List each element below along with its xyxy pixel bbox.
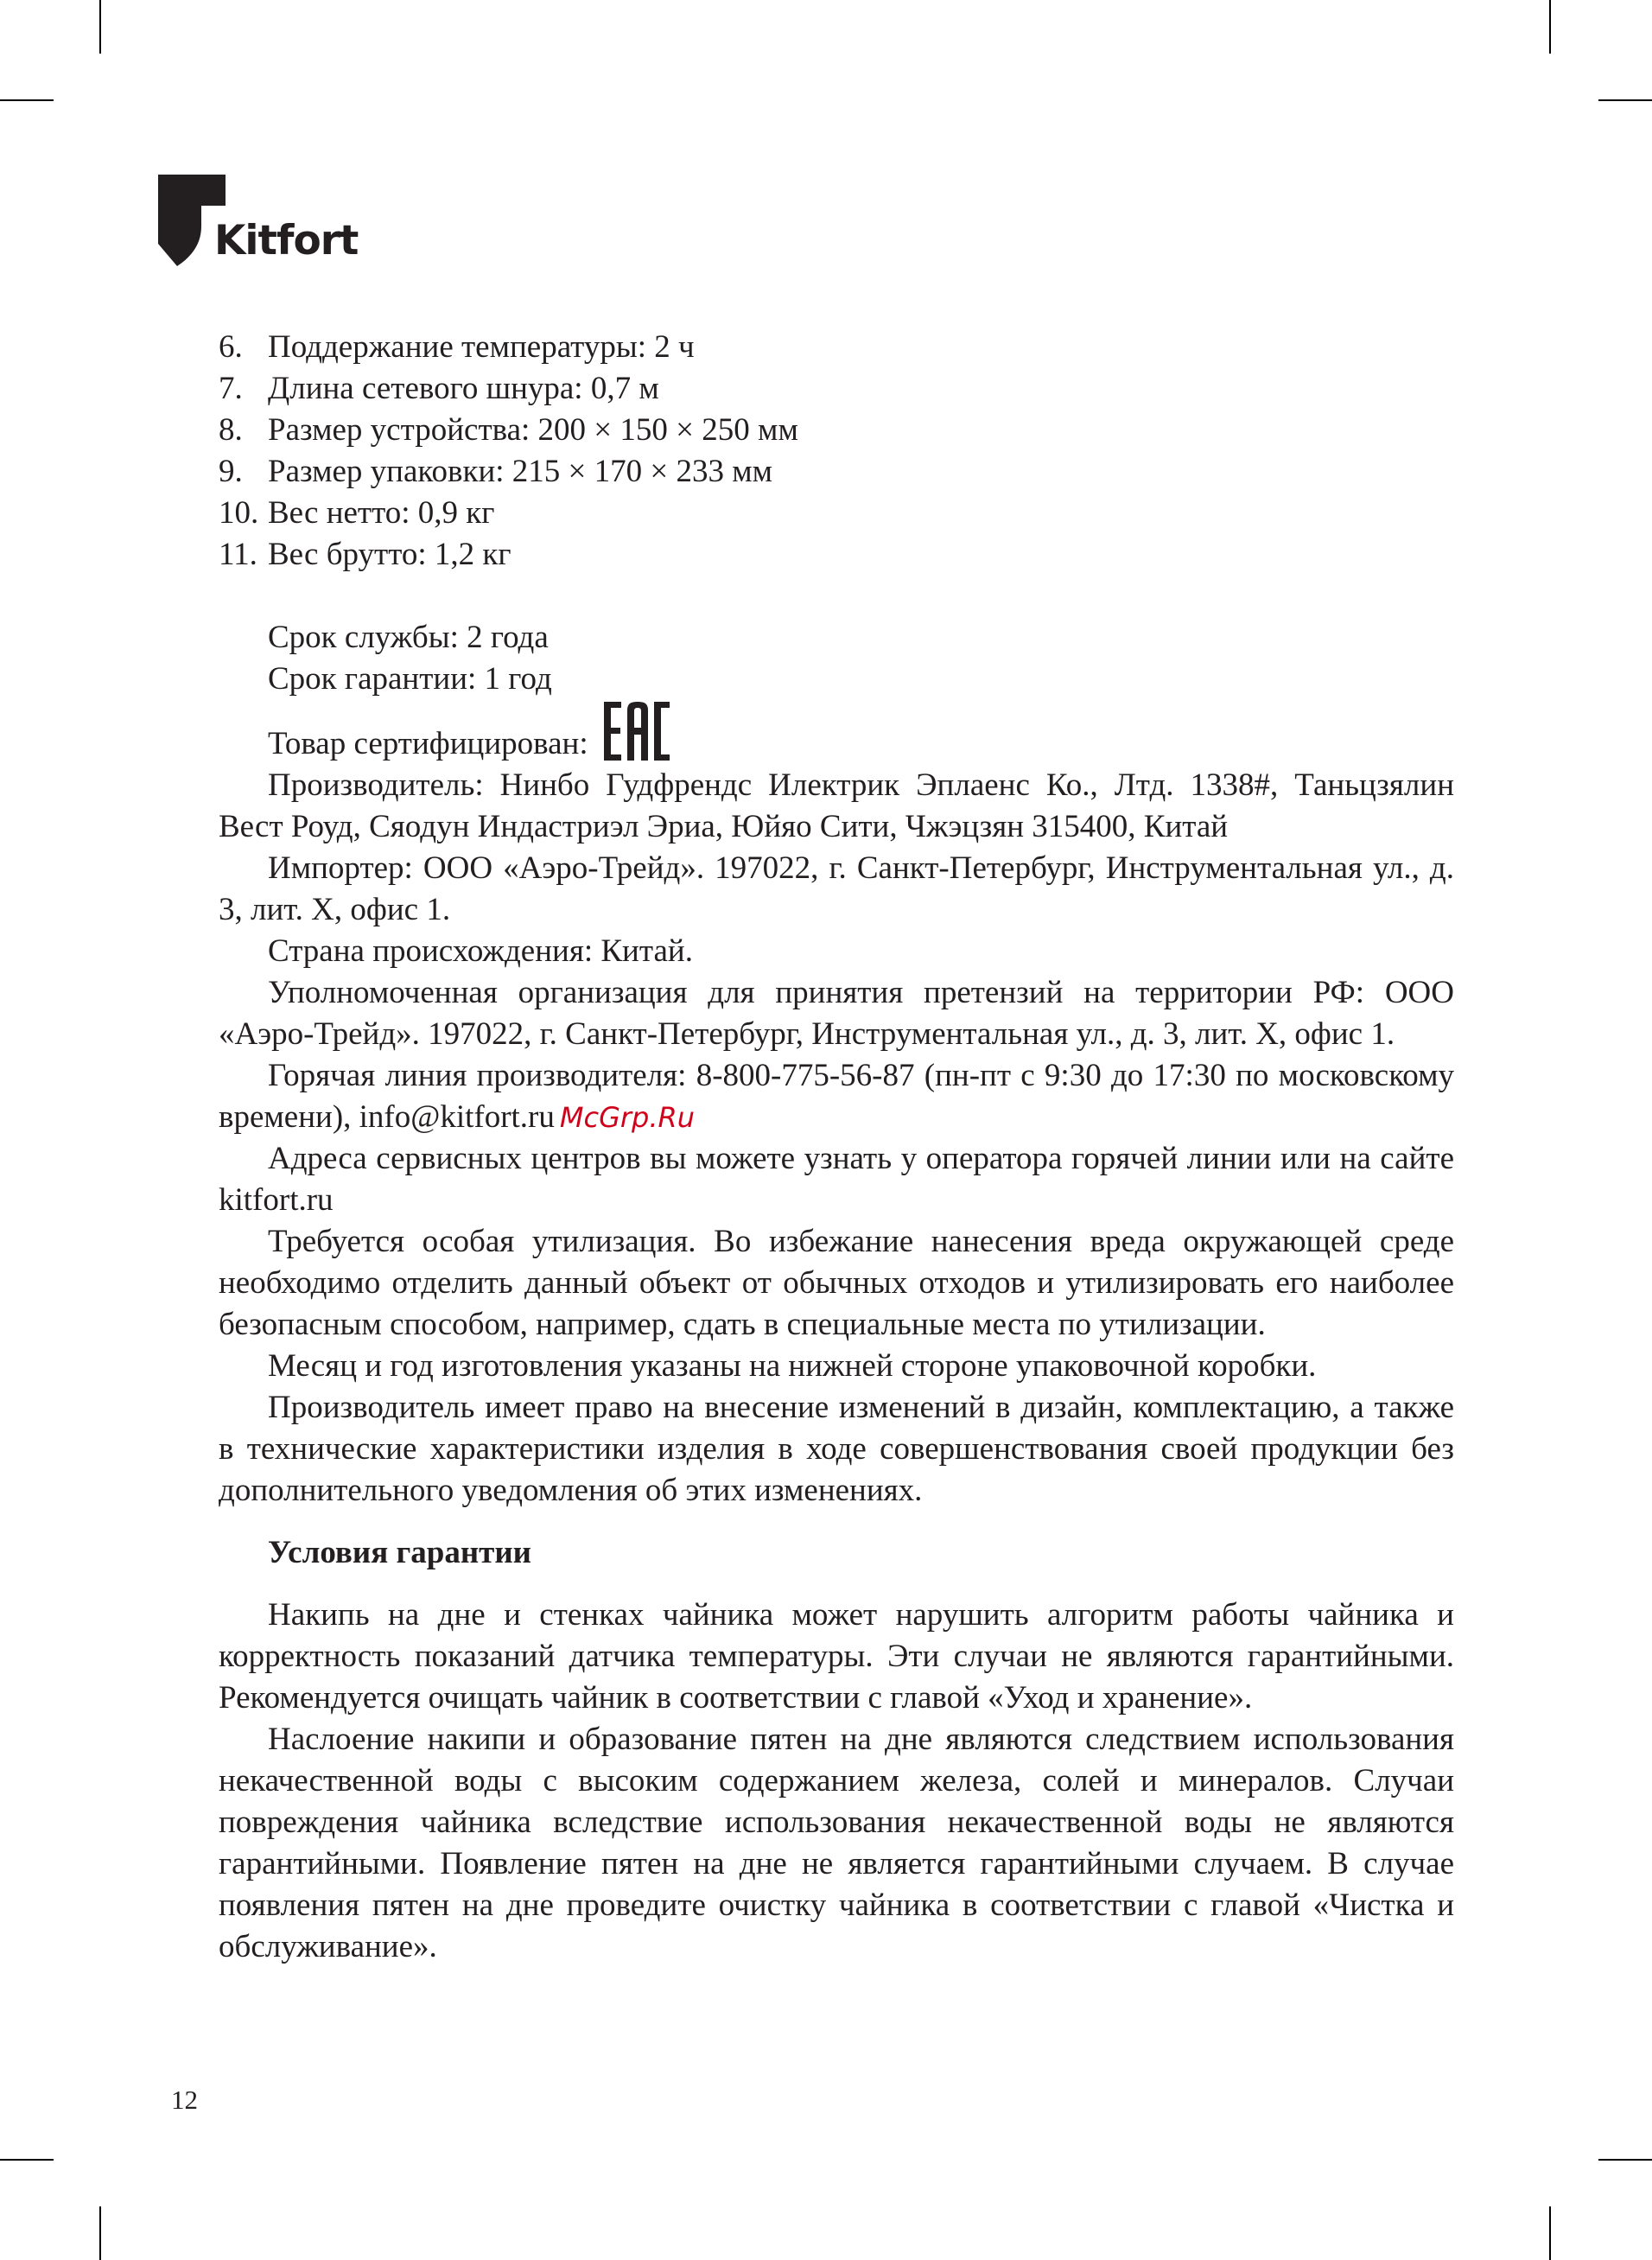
warranty-paragraph: Накипь на дне и стенках чайника может нарушить алгоритм работы чайника и корректность показаний датчика температуры. Эти случаи не являются гарантийными. Рекомендуется очищать чайник в соответствии с главой «Уход и хранение». — [219, 1597, 1454, 1716]
certification-line — [219, 700, 1454, 765]
spec-text: Размер упаковки: 215 × 170 × 233 мм — [268, 454, 773, 489]
importer-info: Импортер: ООО «Аэро-Трейд». 197022, г. Санкт-Петербург, Инструментальная ул., д. 3, лит. Х, офис 1. — [219, 850, 1454, 927]
crop-mark-right-bottom — [1598, 2159, 1652, 2161]
spec-text: Вес брутто: 1,2 кг — [268, 537, 511, 572]
page-number: 12 — [171, 2085, 198, 2115]
manufacturer-info: Производитель: Нинбо Гудфрендс Илектрик Эплаенс Ко., Лтд. 1338#, Таньцзялин Вест Роуд, Сяодун Индастриэл Эриа, Юйяо Сити, Чжэцзян 315400, Китай — [219, 767, 1454, 844]
crop-mark-bottom-left — [99, 2206, 101, 2260]
hotline-text: Горячая линия производителя: 8-800-775-56-87 (пн-пт с 9:30 до 17:30 по московскому времени), info@kitfort.ru — [219, 1058, 1454, 1135]
eac-certification-icon — [602, 700, 671, 762]
spec-item — [219, 493, 1454, 534]
warranty-period: Срок гарантии: 1 год — [268, 661, 552, 697]
spec-number: 8. — [219, 412, 243, 448]
hotline-info — [219, 1055, 1454, 1138]
spec-item — [219, 368, 1454, 410]
service-life: Срок службы: 2 года — [268, 620, 549, 655]
warranty-heading: Условия гарантии — [268, 1535, 531, 1570]
crop-mark-right-top — [1598, 99, 1652, 101]
document-body — [219, 327, 1454, 1968]
authorized-organization: Уполномоченная организация для принятия претензий на территории РФ: ООО «Аэро-Трейд». 197022, г. Санкт-Петербург, Инструментальная ул., д. 3, лит. Х, офис 1. — [219, 975, 1454, 1052]
spec-list — [219, 327, 1454, 576]
spec-item — [219, 410, 1454, 451]
spec-item — [219, 451, 1454, 493]
spec-number: 10. — [219, 495, 259, 531]
manufacture-date-info: Месяц и год изготовления указаны на нижней стороне упаковочной коробки. — [268, 1348, 1317, 1384]
spec-number: 11. — [219, 537, 257, 572]
spec-text: Размер устройства: 200 × 150 × 250 мм — [268, 412, 798, 448]
watermark-text: McGrp.Ru — [559, 1101, 696, 1134]
spec-text: Длина сетевого шнура: 0,7 м — [268, 371, 659, 406]
spec-number: 9. — [219, 454, 243, 489]
crop-mark-top-right — [1549, 0, 1551, 54]
service-centers-info: Адреса сервисных центров вы можете узнать у оператора горячей линии или на сайте kitfort.ru — [219, 1141, 1454, 1218]
spec-item — [219, 534, 1454, 576]
certification-label: Товар сертифицирован: — [268, 726, 588, 761]
spec-number: 6. — [219, 329, 243, 365]
crop-mark-bottom-right — [1549, 2206, 1551, 2260]
crop-mark-left-top — [0, 99, 54, 101]
crop-mark-top-left — [99, 0, 101, 54]
changes-notice: Производитель имеет право на внесение изменений в дизайн, комплектацию, а также в технические характеристики изделия в ходе совершенствования своей продукции без дополнительного уведомления об этих изменениях. — [219, 1390, 1454, 1508]
warranty-paragraph: Наслоение накипи и образование пятен на дне являются следствием использования некачественной воды с высоким содержанием железа, солей и минералов. Случаи повреждения чайника вследствие использования некачественной воды не являются гарантийными. Появление пятен на дне не является гарантийными случаем. В случае появления пятен на дне проведите очистку чайника в соответствии с главой «Чистка и обслуживание». — [219, 1722, 1454, 1964]
spec-number: 7. — [219, 371, 243, 406]
brand-logo-text: Kitfort — [214, 217, 359, 264]
crop-mark-left-bottom — [0, 2159, 54, 2161]
spec-item — [219, 327, 1454, 368]
spec-text: Поддержание температуры: 2 ч — [268, 329, 695, 365]
spec-text: Вес нетто: 0,9 кг — [268, 495, 495, 531]
country-of-origin: Страна происхождения: Китай. — [268, 933, 693, 969]
disposal-info: Требуется особая утилизация. Во избежание нанесения вреда окружающей среде необходимо отделить данный объект от обычных отходов и утилизировать его наиболее безопасным способом, например, сдать в специальные места по утилизации. — [219, 1224, 1454, 1342]
